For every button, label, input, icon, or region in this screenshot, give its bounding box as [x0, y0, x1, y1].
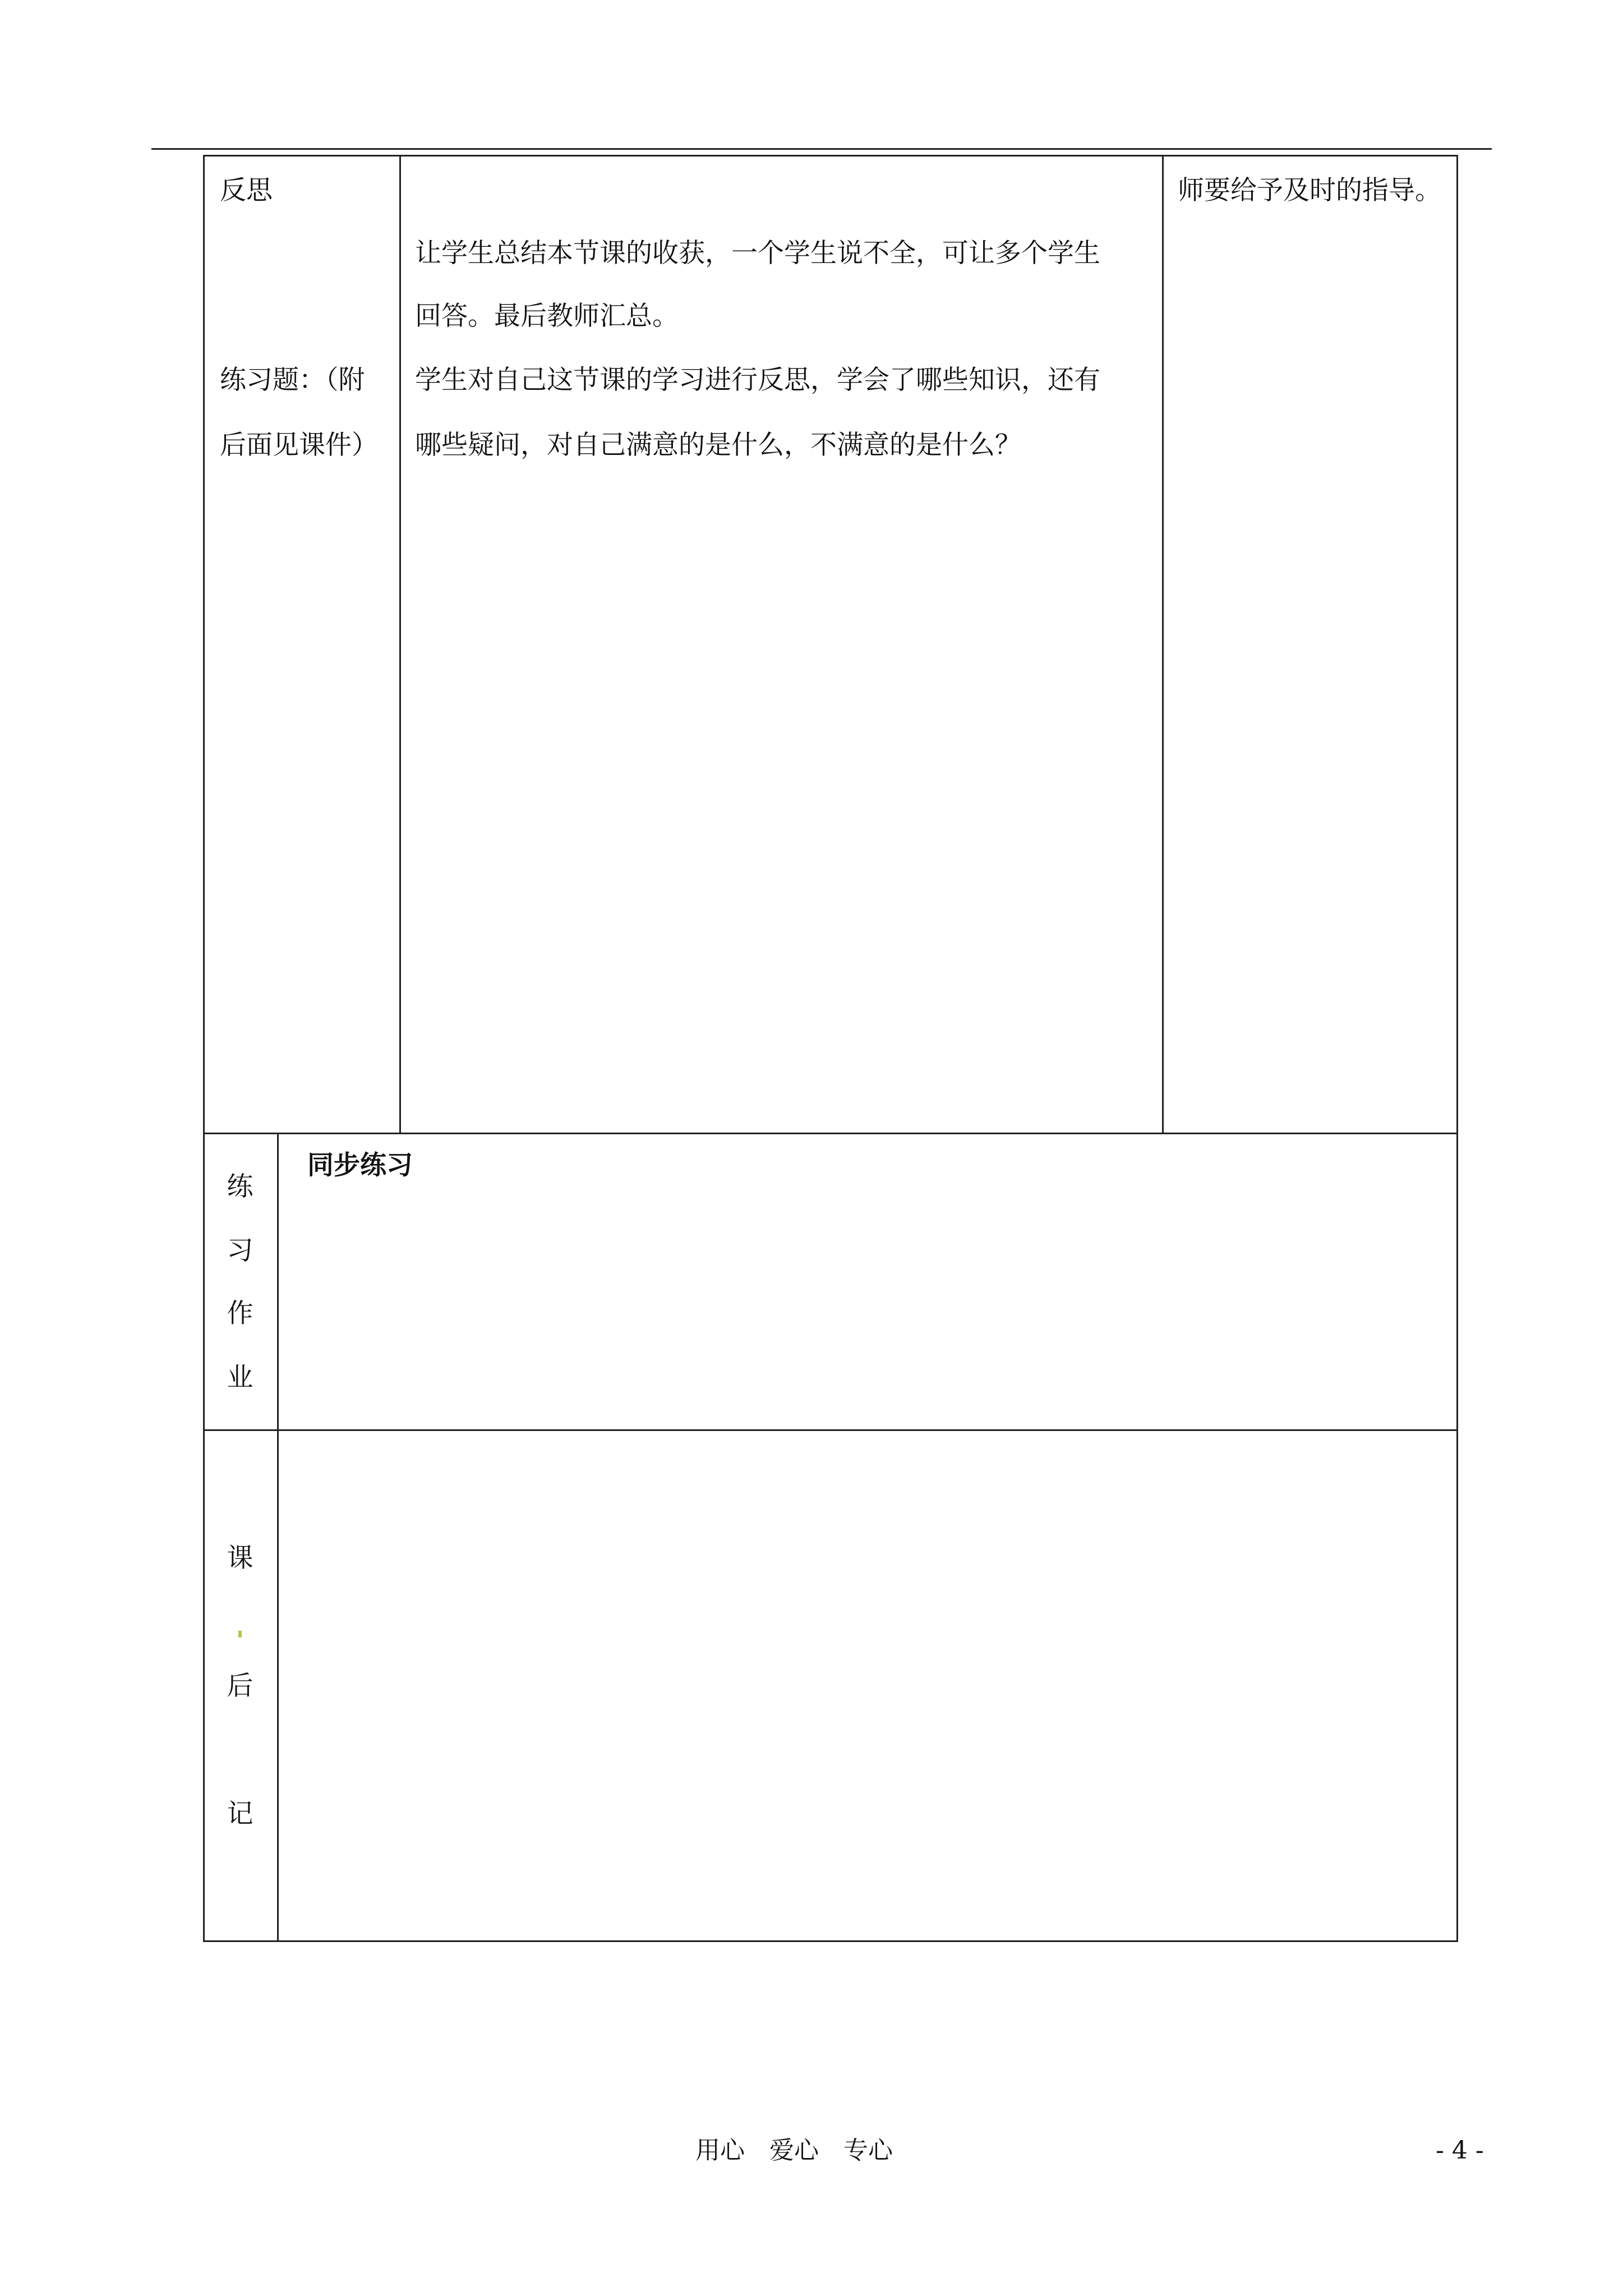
middle-line-3: 学生对自己这节课的学习进行反思，学会了哪些知识，还有: [415, 365, 1100, 395]
afterclass-table: [203, 1429, 1458, 1942]
footer-page-number: - 4 -: [1436, 2136, 1484, 2165]
header-rule: [151, 148, 1492, 150]
reflection-table: [203, 155, 1458, 1134]
exercise-label-line2: 后面见课件）: [220, 430, 378, 461]
reflection-label: 反思: [220, 175, 273, 206]
homework-label-char-2: 习: [227, 1235, 253, 1266]
column-divider-1: [399, 155, 401, 1134]
homework-label-char-1: 练: [227, 1171, 253, 1202]
homework-divider: [277, 1133, 279, 1431]
afterclass-label-char-2: 后: [227, 1671, 253, 1701]
homework-label-char-4: 业: [227, 1362, 253, 1393]
exercise-label-line1: 练习题：（附: [220, 365, 365, 395]
afterclass-divider: [277, 1429, 279, 1942]
afterclass-label-char-1: 课: [227, 1543, 253, 1573]
middle-line-2: 回答。最后教师汇总。: [415, 301, 679, 332]
footer-center-text: 用心 爱心 专心: [695, 2136, 893, 2165]
afterclass-label-char-3: 记: [227, 1798, 253, 1829]
middle-line-4: 哪些疑问，对自己满意的是什么，不满意的是什么？: [415, 430, 1021, 461]
small-mark: [238, 1631, 242, 1637]
middle-line-1: 让学生总结本节课的收获，一个学生说不全，可让多个学生: [415, 238, 1100, 269]
homework-title: 同步练习: [307, 1150, 413, 1181]
column-divider-2: [1162, 155, 1164, 1134]
teacher-guidance-text: 师要给予及时的指导。: [1178, 175, 1441, 206]
homework-label-char-3: 作: [227, 1298, 253, 1329]
